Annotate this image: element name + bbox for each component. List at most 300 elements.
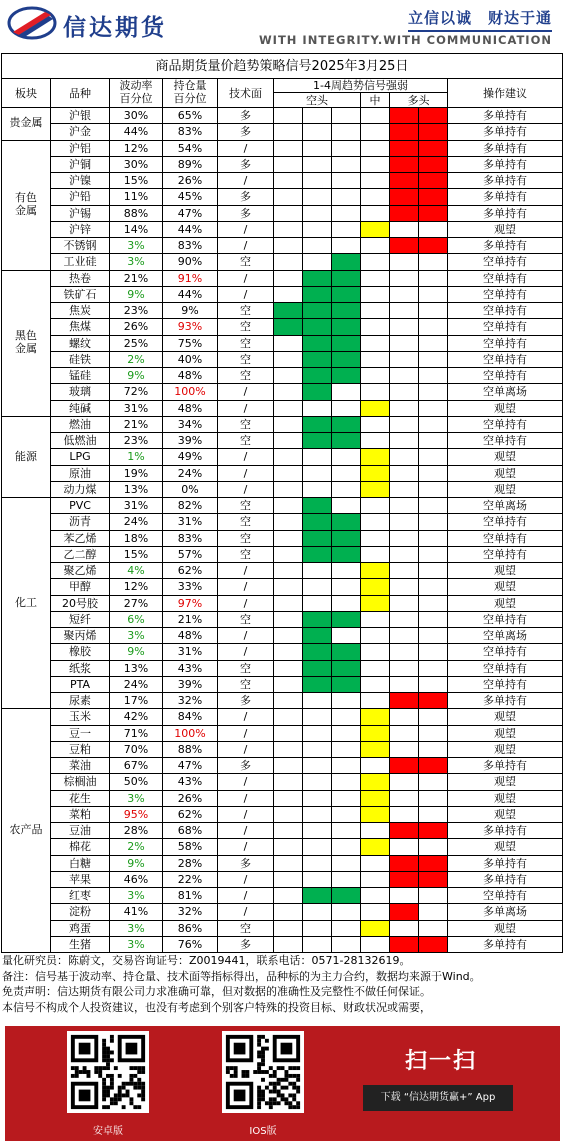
trend-signal-cell <box>274 611 303 627</box>
advice: 观望 <box>448 709 563 725</box>
trend-signal-cell <box>390 303 419 319</box>
trend-signal-cell <box>274 546 303 562</box>
table-row <box>2 546 563 562</box>
table-row <box>2 335 563 351</box>
signal-table <box>1 53 563 953</box>
trend-signal-cell <box>274 368 303 384</box>
trend-signal-cell <box>303 498 332 514</box>
trend-signal-cell <box>303 368 332 384</box>
table-row <box>2 709 563 725</box>
variety-name: 玉米 <box>51 709 110 725</box>
trend-signal-cell <box>274 465 303 481</box>
table-row <box>2 319 563 335</box>
trend-signal-cell <box>274 238 303 254</box>
trend-signal-cell <box>274 790 303 806</box>
trend-signal-cell <box>419 335 448 351</box>
trend-signal-cell <box>303 546 332 562</box>
volatility-percentile: 88% <box>110 205 163 221</box>
advice: 多单持有 <box>448 124 563 140</box>
technical-signal: 空 <box>218 433 274 449</box>
trend-signal-cell <box>390 514 419 530</box>
open-interest-percentile: 54% <box>163 140 218 156</box>
advice: 观望 <box>448 790 563 806</box>
trend-signal-cell <box>361 465 390 481</box>
advice: 空单持有 <box>448 644 563 660</box>
multiline-text: 有色 金属 <box>15 191 37 217</box>
trend-signal-cell <box>274 579 303 595</box>
trend-signal-cell <box>332 774 361 790</box>
advice: 观望 <box>448 774 563 790</box>
company-logo-icon <box>7 6 57 40</box>
open-interest-percentile: 21% <box>163 611 218 627</box>
trend-signal-cell <box>274 774 303 790</box>
table-row <box>2 904 563 920</box>
trend-signal-cell <box>390 676 419 692</box>
trend-signal-cell <box>361 709 390 725</box>
trend-signal-cell <box>274 124 303 140</box>
trend-signal-cell <box>303 855 332 871</box>
trend-signal-cell <box>274 855 303 871</box>
trend-signal-cell <box>390 546 419 562</box>
advice: 空单持有 <box>448 611 563 627</box>
volatility-percentile: 19% <box>110 465 163 481</box>
download-app-button[interactable]: 下载 “信达期货赢+” App <box>363 1085 513 1111</box>
trend-signal-cell <box>274 758 303 774</box>
trend-signal-cell <box>332 693 361 709</box>
trend-signal-cell <box>274 563 303 579</box>
technical-signal: 空 <box>218 351 274 367</box>
advice: 空单持有 <box>448 351 563 367</box>
table-row <box>2 416 563 432</box>
trend-signal-cell <box>303 806 332 822</box>
technical-signal: 多 <box>218 124 274 140</box>
table-row <box>2 611 563 627</box>
variety-name: 纯碱 <box>51 400 110 416</box>
table-row <box>2 871 563 887</box>
trend-signal-cell <box>390 351 419 367</box>
multiline-text: 能源 <box>15 449 37 463</box>
trend-signal-cell <box>274 156 303 172</box>
technical-signal: / <box>218 774 274 790</box>
trend-short-label: 空头 <box>274 93 361 108</box>
multiline-text: 黑色 金属 <box>15 329 37 356</box>
trend-signal-cell <box>332 433 361 449</box>
advice: 观望 <box>448 465 563 481</box>
technical-signal: 空 <box>218 319 274 335</box>
trend-signal-cell <box>332 124 361 140</box>
trend-signal-cell <box>303 595 332 611</box>
trend-signal-cell <box>361 351 390 367</box>
advice: 空单持有 <box>448 530 563 546</box>
trend-signal-cell <box>390 579 419 595</box>
trend-signal-cell <box>274 676 303 692</box>
technical-signal: 多 <box>218 855 274 871</box>
ios-qr[interactable] <box>222 1031 304 1135</box>
trend-signal-cell <box>332 530 361 546</box>
trend-long-label: 多头 <box>390 93 448 108</box>
variety-name: 菜粕 <box>51 806 110 822</box>
volatility-percentile: 30% <box>110 156 163 172</box>
trend-signal-cell <box>361 920 390 936</box>
trend-signal-cell <box>303 205 332 221</box>
table-row <box>2 595 563 611</box>
trend-signal-cell <box>390 660 419 676</box>
trend-signal-cell <box>419 888 448 904</box>
variety-name: 尿素 <box>51 693 110 709</box>
volatility-percentile: 4% <box>110 563 163 579</box>
trend-signal-cell <box>390 806 419 822</box>
technical-signal: 空 <box>218 530 274 546</box>
trend-signal-cell <box>332 449 361 465</box>
trend-signal-cell <box>332 108 361 124</box>
volatility-percentile: 23% <box>110 433 163 449</box>
table-row <box>2 433 563 449</box>
trend-signal-cell <box>419 238 448 254</box>
technical-signal: 空 <box>218 546 274 562</box>
volatility-percentile: 13% <box>110 660 163 676</box>
trend-signal-cell <box>274 644 303 660</box>
open-interest-percentile: 83% <box>163 530 218 546</box>
open-interest-percentile: 65% <box>163 108 218 124</box>
advice: 空单持有 <box>448 660 563 676</box>
open-interest-percentile: 75% <box>163 335 218 351</box>
volatility-percentile: 15% <box>110 546 163 562</box>
variety-name: 铁矿石 <box>51 286 110 302</box>
table-row <box>2 286 563 302</box>
technical-signal: / <box>218 709 274 725</box>
volatility-percentile: 25% <box>110 335 163 351</box>
table-row <box>2 774 563 790</box>
trend-signal-cell <box>419 514 448 530</box>
trend-signal-cell <box>361 871 390 887</box>
trend-signal-cell <box>361 400 390 416</box>
open-interest-percentile: 100% <box>163 725 218 741</box>
volatility-percentile: 9% <box>110 855 163 871</box>
trend-signal-cell <box>332 303 361 319</box>
variety-name: 焦煤 <box>51 319 110 335</box>
trend-signal-cell <box>303 335 332 351</box>
technical-signal: / <box>218 823 274 839</box>
trend-signal-cell <box>361 416 390 432</box>
variety-name: 菜油 <box>51 758 110 774</box>
trend-signal-cell <box>274 189 303 205</box>
trend-signal-cell <box>361 595 390 611</box>
trend-signal-cell <box>390 254 419 270</box>
trend-signal-cell <box>390 416 419 432</box>
volatility-percentile: 17% <box>110 693 163 709</box>
open-interest-percentile: 90% <box>163 254 218 270</box>
volatility-percentile: 3% <box>110 254 163 270</box>
open-interest-percentile: 62% <box>163 806 218 822</box>
trend-signal-cell <box>303 108 332 124</box>
variety-name: 乙二醇 <box>51 546 110 562</box>
technical-signal: 空 <box>218 660 274 676</box>
trend-signal-cell <box>390 368 419 384</box>
variety-name: 苹果 <box>51 871 110 887</box>
advice: 空单持有 <box>448 319 563 335</box>
trend-signal-cell <box>361 774 390 790</box>
trend-signal-cell <box>332 741 361 757</box>
sector-name <box>2 498 51 709</box>
trend-signal-cell <box>303 286 332 302</box>
trend-signal-cell <box>390 286 419 302</box>
trend-signal-cell <box>303 758 332 774</box>
trend-signal-cell <box>419 140 448 156</box>
trend-signal-cell <box>390 124 419 140</box>
trend-signal-cell <box>361 335 390 351</box>
trend-signal-cell <box>303 514 332 530</box>
variety-name: 红枣 <box>51 888 110 904</box>
trend-signal-cell <box>332 676 361 692</box>
volatility-percentile: 3% <box>110 628 163 644</box>
trend-signal-cell <box>274 205 303 221</box>
trend-signal-cell <box>361 140 390 156</box>
trend-signal-cell <box>390 481 419 497</box>
trend-signal-cell <box>361 563 390 579</box>
advice: 空单持有 <box>448 270 563 286</box>
trend-signal-cell <box>303 741 332 757</box>
trend-signal-cell <box>303 221 332 237</box>
trend-signal-cell <box>419 465 448 481</box>
technical-signal: 多 <box>218 758 274 774</box>
technical-signal: / <box>218 449 274 465</box>
volatility-percentile: 44% <box>110 124 163 140</box>
trend-signal-cell <box>274 400 303 416</box>
table-row <box>2 205 563 221</box>
trend-signal-cell <box>332 238 361 254</box>
trend-signal-cell <box>332 319 361 335</box>
trend-signal-cell <box>390 465 419 481</box>
technical-signal: 多 <box>218 936 274 952</box>
volatility-percentile: 9% <box>110 286 163 302</box>
technical-signal: 空 <box>218 498 274 514</box>
trend-signal-cell <box>390 774 419 790</box>
advice: 观望 <box>448 741 563 757</box>
volatility-percentile: 9% <box>110 644 163 660</box>
table-body <box>2 108 563 953</box>
variety-name: 20号胶 <box>51 595 110 611</box>
volatility-percentile: 11% <box>110 189 163 205</box>
trend-signal-cell <box>332 514 361 530</box>
trend-signal-cell <box>361 611 390 627</box>
volatility-percentile: 3% <box>110 888 163 904</box>
trend-signal-cell <box>274 693 303 709</box>
slogan: 立信以诚 财达于通 <box>408 7 552 32</box>
table-row <box>2 660 563 676</box>
open-interest-percentile: 82% <box>163 498 218 514</box>
trend-signal-cell <box>361 205 390 221</box>
technical-signal: 空 <box>218 514 274 530</box>
open-interest-percentile: 83% <box>163 124 218 140</box>
table-row <box>2 384 563 400</box>
trend-signal-cell <box>332 546 361 562</box>
technical-signal: / <box>218 221 274 237</box>
variety-name: PTA <box>51 676 110 692</box>
technical-signal: 多 <box>218 189 274 205</box>
trend-signal-cell <box>419 806 448 822</box>
trend-signal-cell <box>361 254 390 270</box>
open-interest-percentile: 39% <box>163 676 218 692</box>
volatility-percentile: 71% <box>110 725 163 741</box>
advice: 观望 <box>448 920 563 936</box>
trend-signal-cell <box>390 904 419 920</box>
trend-signal-cell <box>419 758 448 774</box>
volatility-percentile: 24% <box>110 676 163 692</box>
table-row <box>2 628 563 644</box>
advice: 多单持有 <box>448 855 563 871</box>
open-interest-percentile: 31% <box>163 514 218 530</box>
open-interest-percentile: 43% <box>163 774 218 790</box>
open-interest-percentile: 31% <box>163 644 218 660</box>
advice: 多单持有 <box>448 823 563 839</box>
technical-signal: / <box>218 628 274 644</box>
trend-signal-cell <box>390 693 419 709</box>
advice: 多单持有 <box>448 238 563 254</box>
trend-signal-cell <box>361 514 390 530</box>
advice: 空单持有 <box>448 676 563 692</box>
trend-signal-cell <box>390 839 419 855</box>
variety-name: 生猪 <box>51 936 110 952</box>
trend-signal-cell <box>332 270 361 286</box>
trend-signal-cell <box>419 498 448 514</box>
trend-signal-cell <box>332 254 361 270</box>
volatility-percentile: 67% <box>110 758 163 774</box>
sector-name <box>2 416 51 497</box>
table-row <box>2 498 563 514</box>
technical-signal: 多 <box>218 205 274 221</box>
technical-signal: / <box>218 286 274 302</box>
volatility-percentile: 2% <box>110 351 163 367</box>
open-interest-percentile: 76% <box>163 936 218 952</box>
variety-name: 豆一 <box>51 725 110 741</box>
trend-signal-cell <box>361 676 390 692</box>
technical-signal: / <box>218 644 274 660</box>
table-row <box>2 758 563 774</box>
trend-signal-cell <box>361 286 390 302</box>
technical-signal: / <box>218 465 274 481</box>
trend-signal-cell <box>419 270 448 286</box>
technical-signal: / <box>218 904 274 920</box>
trend-signal-cell <box>419 319 448 335</box>
volatility-percentile: 2% <box>110 839 163 855</box>
trend-signal-cell <box>361 579 390 595</box>
advice: 空单持有 <box>448 303 563 319</box>
multiline-text: 持仓量 百分位 <box>173 79 207 105</box>
advice: 空单持有 <box>448 335 563 351</box>
trend-signal-cell <box>419 156 448 172</box>
table-row <box>2 449 563 465</box>
trend-signal-cell <box>303 530 332 546</box>
table-row <box>2 481 563 497</box>
trend-signal-cell <box>274 449 303 465</box>
technical-signal: 空 <box>218 416 274 432</box>
trend-signal-cell <box>361 806 390 822</box>
variety-name: 原油 <box>51 465 110 481</box>
trend-signal-cell <box>390 319 419 335</box>
open-interest-percentile: 24% <box>163 465 218 481</box>
volatility-percentile: 70% <box>110 741 163 757</box>
open-interest-percentile: 48% <box>163 400 218 416</box>
advice: 空单离场 <box>448 498 563 514</box>
trend-signal-cell <box>361 173 390 189</box>
trend-signal-cell <box>361 741 390 757</box>
android-qr[interactable] <box>67 1031 149 1135</box>
trend-signal-cell <box>390 888 419 904</box>
volatility-percentile: 12% <box>110 140 163 156</box>
col-open-interest <box>163 79 218 108</box>
open-interest-percentile: 48% <box>163 628 218 644</box>
trend-signal-cell <box>274 351 303 367</box>
advice: 空单持有 <box>448 888 563 904</box>
advice: 多单离场 <box>448 904 563 920</box>
trend-signal-cell <box>303 936 332 952</box>
android-caption: 安卓版 <box>93 1126 123 1137</box>
trend-signal-cell <box>332 189 361 205</box>
trend-signal-cell <box>419 823 448 839</box>
table-row <box>2 839 563 855</box>
variety-name: 聚乙烯 <box>51 563 110 579</box>
trend-signal-cell <box>361 790 390 806</box>
trend-signal-cell <box>390 823 419 839</box>
brand-name: 信达期货 <box>63 15 167 41</box>
trend-signal-cell <box>390 270 419 286</box>
table-row <box>2 693 563 709</box>
trend-signal-cell <box>332 173 361 189</box>
trend-signal-cell <box>303 351 332 367</box>
trend-signal-cell <box>274 254 303 270</box>
advice: 空单离场 <box>448 628 563 644</box>
technical-signal: / <box>218 579 274 595</box>
variety-name: 甲醇 <box>51 579 110 595</box>
open-interest-percentile: 91% <box>163 270 218 286</box>
trend-signal-cell <box>419 416 448 432</box>
trend-signal-cell <box>332 481 361 497</box>
variety-name: 沪金 <box>51 124 110 140</box>
trend-signal-cell <box>332 904 361 920</box>
advice: 空单持有 <box>448 254 563 270</box>
scan-label: 扫一扫 <box>405 1049 478 1074</box>
trend-signal-cell <box>274 498 303 514</box>
trend-signal-cell <box>419 286 448 302</box>
trend-signal-cell <box>332 936 361 952</box>
trend-signal-cell <box>390 563 419 579</box>
col-advice: 操作建议 <box>448 79 563 108</box>
trend-signal-cell <box>390 335 419 351</box>
technical-signal: 空 <box>218 676 274 692</box>
trend-signal-cell <box>361 888 390 904</box>
table-title: 商品期货量价趋势策略信号2025年3月25日 <box>2 54 563 79</box>
trend-signal-cell <box>390 400 419 416</box>
table-row <box>2 368 563 384</box>
table-row <box>2 676 563 692</box>
trend-signal-cell <box>303 611 332 627</box>
table-row <box>2 790 563 806</box>
sector-name <box>2 270 51 416</box>
trend-signal-cell <box>419 839 448 855</box>
trend-signal-cell <box>361 270 390 286</box>
advice: 多单持有 <box>448 156 563 172</box>
open-interest-percentile: 44% <box>163 221 218 237</box>
volatility-percentile: 21% <box>110 416 163 432</box>
table-row <box>2 920 563 936</box>
trend-signal-cell <box>361 124 390 140</box>
advice: 观望 <box>448 481 563 497</box>
trend-signal-cell <box>332 644 361 660</box>
open-interest-percentile: 88% <box>163 741 218 757</box>
technical-signal: 多 <box>218 108 274 124</box>
volatility-percentile: 12% <box>110 579 163 595</box>
open-interest-percentile: 43% <box>163 660 218 676</box>
